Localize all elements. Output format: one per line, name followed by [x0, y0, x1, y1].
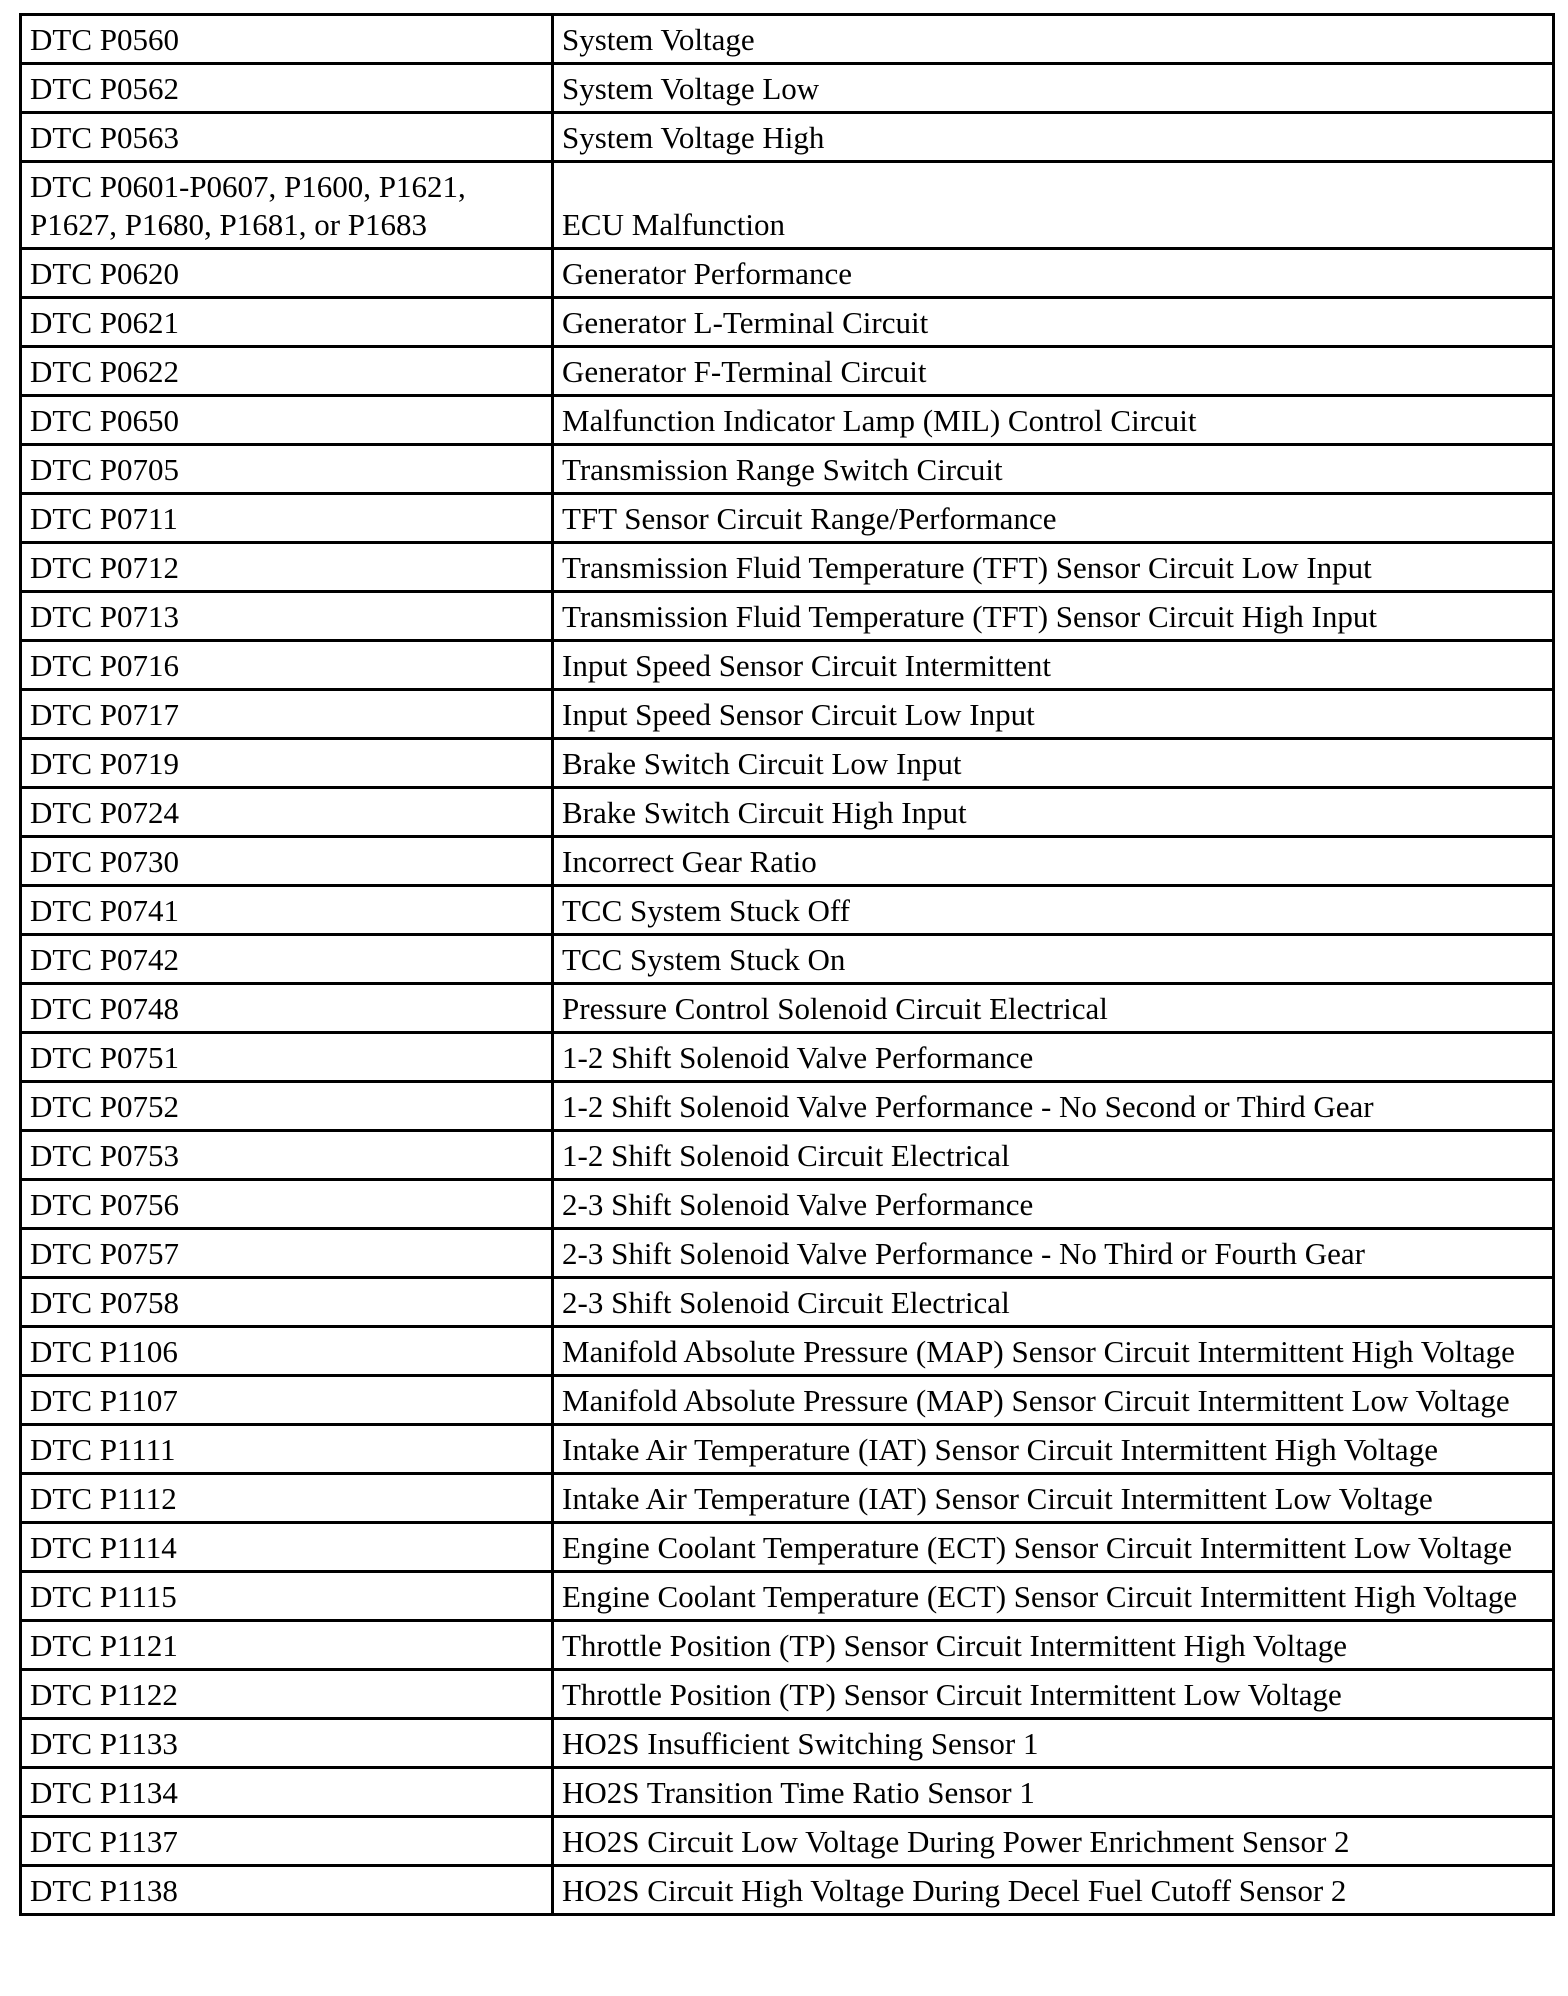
dtc-code-cell: DTC P1122: [21, 1670, 553, 1719]
table-row: [21, 935, 1554, 984]
dtc-code-cell: DTC P0758: [21, 1278, 553, 1327]
dtc-description-cell: Input Speed Sensor Circuit Low Input: [553, 690, 1554, 739]
dtc-code-cell: DTC P1114: [21, 1523, 553, 1572]
table-row: [21, 1082, 1554, 1131]
table-row: [21, 886, 1554, 935]
dtc-code-cell: DTC P0742: [21, 935, 553, 984]
dtc-description-cell: Manifold Absolute Pressure (MAP) Sensor Circuit Intermittent Low Voltage: [553, 1376, 1554, 1425]
dtc-description-cell: Generator Performance: [553, 249, 1554, 298]
table-row: [21, 1523, 1554, 1572]
dtc-code-cell: DTC P0705: [21, 445, 553, 494]
dtc-description-cell: 2-3 Shift Solenoid Circuit Electrical: [553, 1278, 1554, 1327]
table-row: [21, 396, 1554, 445]
dtc-code-cell: DTC P0711: [21, 494, 553, 543]
table-row: [21, 739, 1554, 788]
dtc-code-cell: DTC P0748: [21, 984, 553, 1033]
dtc-code-cell: DTC P0753: [21, 1131, 553, 1180]
table-row: [21, 298, 1554, 347]
dtc-code-cell: DTC P0756: [21, 1180, 553, 1229]
table-row: [21, 15, 1554, 64]
dtc-description-cell: Brake Switch Circuit Low Input: [553, 739, 1554, 788]
table-row: [21, 1425, 1554, 1474]
dtc-description-cell: Intake Air Temperature (IAT) Sensor Circuit Intermittent High Voltage: [553, 1425, 1554, 1474]
dtc-description-cell: Incorrect Gear Ratio: [553, 837, 1554, 886]
dtc-description-cell: Engine Coolant Temperature (ECT) Sensor Circuit Intermittent Low Voltage: [553, 1523, 1554, 1572]
dtc-description-cell: Transmission Range Switch Circuit: [553, 445, 1554, 494]
table-row: [21, 1768, 1554, 1817]
dtc-code-cell: DTC P0601-P0607, P1600, P1621, P1627, P1680, P1681, or P1683: [21, 162, 553, 249]
dtc-description-cell: 1-2 Shift Solenoid Valve Performance - No Second or Third Gear: [553, 1082, 1554, 1131]
dtc-description-cell: Generator F-Terminal Circuit: [553, 347, 1554, 396]
dtc-code-cell: DTC P1115: [21, 1572, 553, 1621]
dtc-description-cell: 2-3 Shift Solenoid Valve Performance - No Third or Fourth Gear: [553, 1229, 1554, 1278]
dtc-description-cell: HO2S Transition Time Ratio Sensor 1: [553, 1768, 1554, 1817]
dtc-code-cell: DTC P1111: [21, 1425, 553, 1474]
dtc-description-cell: Throttle Position (TP) Sensor Circuit Intermittent Low Voltage: [553, 1670, 1554, 1719]
table-row: [21, 641, 1554, 690]
table-row: [21, 64, 1554, 113]
table-row: [21, 347, 1554, 396]
table-row: [21, 1719, 1554, 1768]
dtc-code-cell: DTC P0724: [21, 788, 553, 837]
dtc-description-cell: Brake Switch Circuit High Input: [553, 788, 1554, 837]
dtc-description-cell: Generator L-Terminal Circuit: [553, 298, 1554, 347]
dtc-description-cell: HO2S Circuit High Voltage During Decel Fuel Cutoff Sensor 2: [553, 1866, 1554, 1915]
dtc-code-cell: DTC P1138: [21, 1866, 553, 1915]
table-row: [21, 1866, 1554, 1915]
dtc-table: [19, 13, 1555, 1916]
dtc-description-cell: TCC System Stuck Off: [553, 886, 1554, 935]
dtc-code-cell: DTC P0563: [21, 113, 553, 162]
table-row: [21, 592, 1554, 641]
dtc-code-cell: DTC P1121: [21, 1621, 553, 1670]
dtc-code-cell: DTC P0620: [21, 249, 553, 298]
dtc-code-cell: DTC P0650: [21, 396, 553, 445]
dtc-code-cell: DTC P1133: [21, 1719, 553, 1768]
dtc-code-cell: DTC P0621: [21, 298, 553, 347]
dtc-description-cell: Manifold Absolute Pressure (MAP) Sensor Circuit Intermittent High Voltage: [553, 1327, 1554, 1376]
dtc-code-cell: DTC P0717: [21, 690, 553, 739]
dtc-description-cell: Engine Coolant Temperature (ECT) Sensor Circuit Intermittent High Voltage: [553, 1572, 1554, 1621]
dtc-code-cell: DTC P0741: [21, 886, 553, 935]
table-row: [21, 1621, 1554, 1670]
table-row: [21, 1572, 1554, 1621]
dtc-code-cell: DTC P1137: [21, 1817, 553, 1866]
table-row: [21, 162, 1554, 249]
dtc-description-cell: System Voltage Low: [553, 64, 1554, 113]
table-row: [21, 249, 1554, 298]
dtc-description-cell: Transmission Fluid Temperature (TFT) Sensor Circuit Low Input: [553, 543, 1554, 592]
dtc-description-cell: Transmission Fluid Temperature (TFT) Sensor Circuit High Input: [553, 592, 1554, 641]
dtc-description-cell: 2-3 Shift Solenoid Valve Performance: [553, 1180, 1554, 1229]
table-row: [21, 1327, 1554, 1376]
table-row: [21, 788, 1554, 837]
dtc-code-cell: DTC P0712: [21, 543, 553, 592]
dtc-code-cell: DTC P1106: [21, 1327, 553, 1376]
dtc-description-cell: 1-2 Shift Solenoid Valve Performance: [553, 1033, 1554, 1082]
table-row: [21, 445, 1554, 494]
dtc-code-cell: DTC P0713: [21, 592, 553, 641]
dtc-code-cell: DTC P0560: [21, 15, 553, 64]
dtc-description-cell: System Voltage High: [553, 113, 1554, 162]
dtc-description-cell: TFT Sensor Circuit Range/Performance: [553, 494, 1554, 543]
table-row: [21, 543, 1554, 592]
dtc-code-cell: DTC P0730: [21, 837, 553, 886]
table-row: [21, 690, 1554, 739]
table-row: [21, 984, 1554, 1033]
table-row: [21, 1376, 1554, 1425]
table-row: [21, 1474, 1554, 1523]
table-row: [21, 1278, 1554, 1327]
dtc-description-cell: ECU Malfunction: [553, 162, 1554, 249]
dtc-description-cell: HO2S Insufficient Switching Sensor 1: [553, 1719, 1554, 1768]
table-row: [21, 1670, 1554, 1719]
table-row: [21, 1033, 1554, 1082]
dtc-table-body: [21, 15, 1554, 1915]
dtc-description-cell: HO2S Circuit Low Voltage During Power Enrichment Sensor 2: [553, 1817, 1554, 1866]
table-row: [21, 494, 1554, 543]
dtc-description-cell: Malfunction Indicator Lamp (MIL) Control Circuit: [553, 396, 1554, 445]
dtc-code-cell: DTC P0719: [21, 739, 553, 788]
dtc-code-cell: DTC P1112: [21, 1474, 553, 1523]
table-row: [21, 1131, 1554, 1180]
dtc-description-cell: Intake Air Temperature (IAT) Sensor Circuit Intermittent Low Voltage: [553, 1474, 1554, 1523]
dtc-code-cell: DTC P1134: [21, 1768, 553, 1817]
dtc-description-cell: Input Speed Sensor Circuit Intermittent: [553, 641, 1554, 690]
dtc-code-cell: DTC P0752: [21, 1082, 553, 1131]
table-row: [21, 1180, 1554, 1229]
dtc-code-cell: DTC P0757: [21, 1229, 553, 1278]
dtc-description-cell: Pressure Control Solenoid Circuit Electrical: [553, 984, 1554, 1033]
dtc-code-cell: DTC P0751: [21, 1033, 553, 1082]
dtc-description-cell: System Voltage: [553, 15, 1554, 64]
dtc-code-cell: DTC P0716: [21, 641, 553, 690]
table-row: [21, 113, 1554, 162]
table-row: [21, 1817, 1554, 1866]
dtc-code-cell: DTC P1107: [21, 1376, 553, 1425]
dtc-code-cell: DTC P0622: [21, 347, 553, 396]
dtc-description-cell: 1-2 Shift Solenoid Circuit Electrical: [553, 1131, 1554, 1180]
dtc-description-cell: TCC System Stuck On: [553, 935, 1554, 984]
dtc-code-cell: DTC P0562: [21, 64, 553, 113]
table-row: [21, 837, 1554, 886]
table-row: [21, 1229, 1554, 1278]
dtc-description-cell: Throttle Position (TP) Sensor Circuit Intermittent High Voltage: [553, 1621, 1554, 1670]
